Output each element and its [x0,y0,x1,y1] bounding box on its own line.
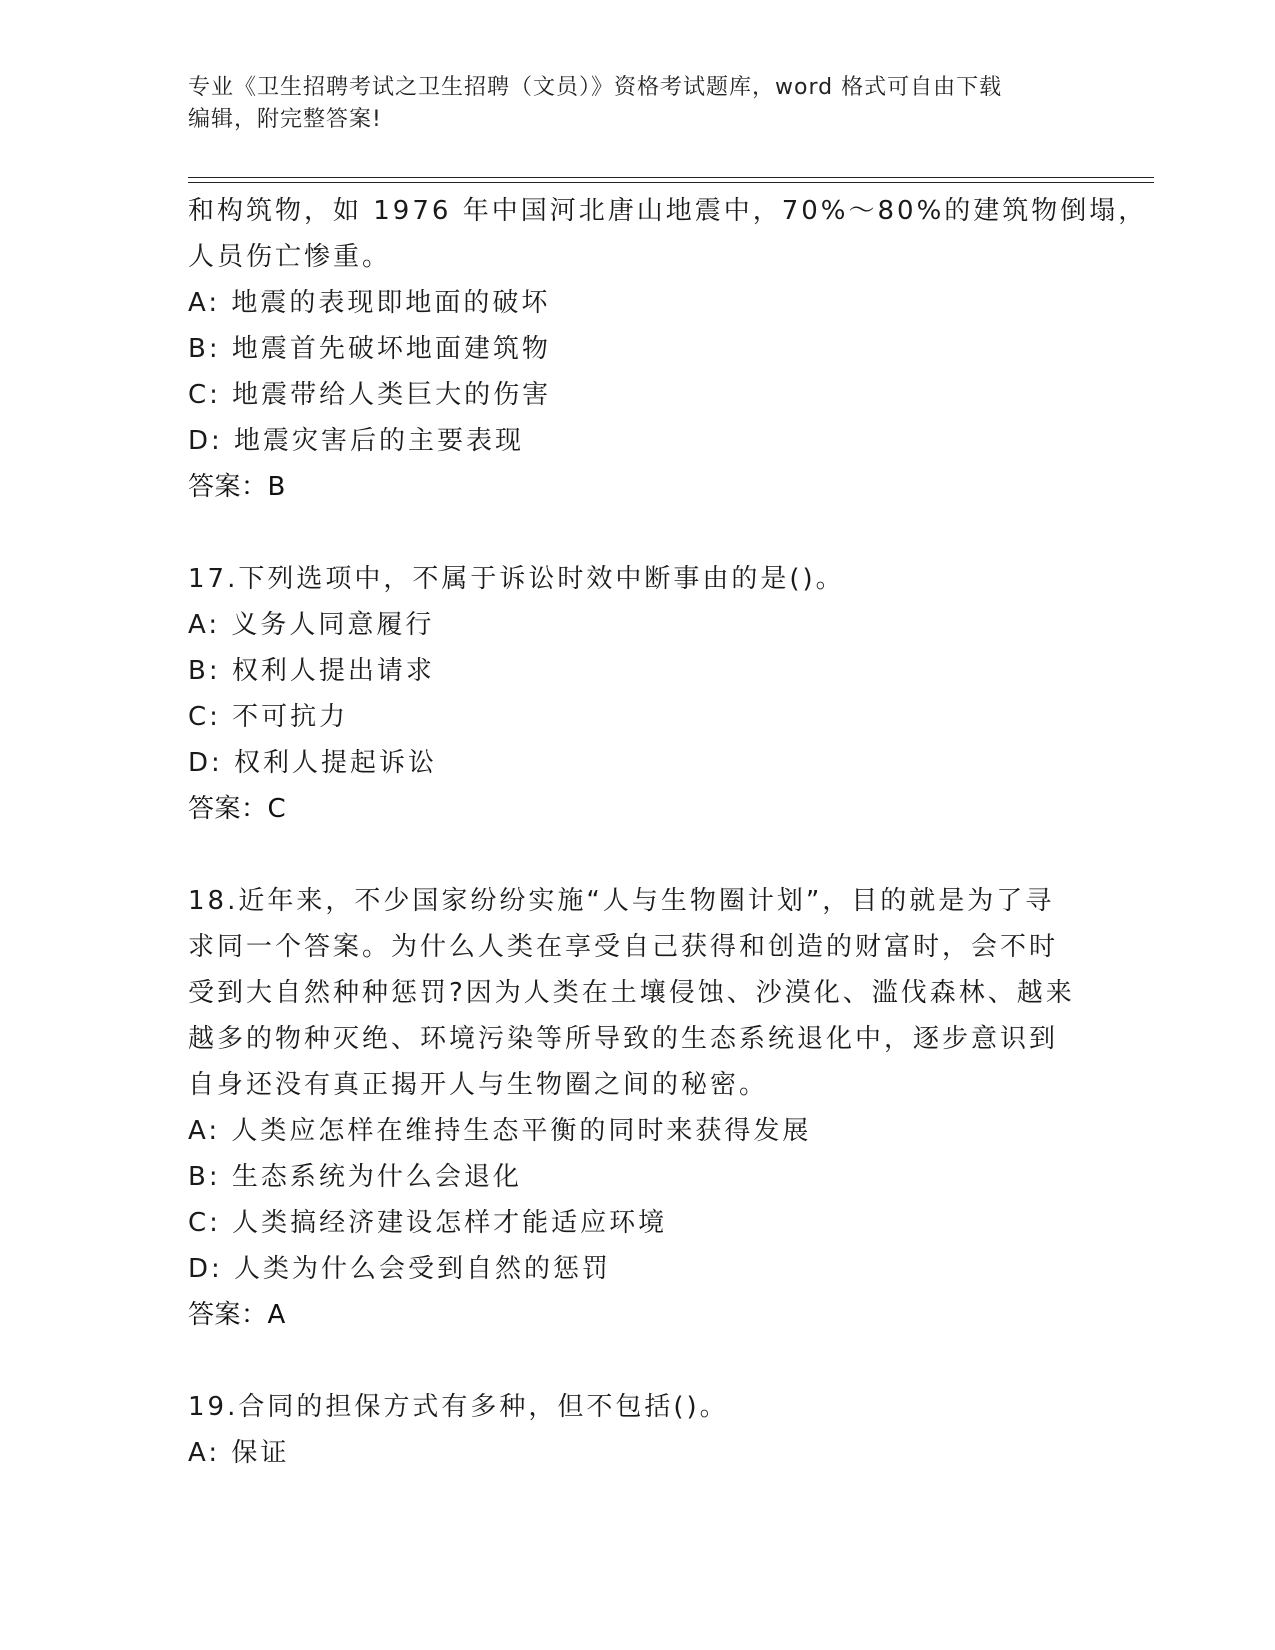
option-d: D: 人类为什么会受到自然的惩罚 [188,1254,612,1284]
question-stem: 19.合同的担保方式有多种，但不包括()。 [188,1392,729,1422]
header-rule-bottom [188,182,1154,183]
question-stem-line: 人员伤亡惨重。 [188,242,392,272]
spacer [188,1338,1088,1384]
option-c: C: 不可抗力 [188,702,349,732]
answer-label: 答案：B [188,472,286,502]
header-rule-top [188,177,1154,178]
option-a: A: 人类应怎样在维持生态平衡的同时来获得发展 [188,1116,812,1146]
question-stem-line: 求同一个答案。为什么人类在享受自己获得和创造的财富时，会不时 [188,932,1059,962]
option-b: B: 地震首先破坏地面建筑物 [188,334,551,364]
option-b: B: 权利人提出请求 [188,656,435,686]
option-a: A: 保证 [188,1438,290,1468]
option-a: A: 地震的表现即地面的破坏 [188,288,551,318]
question-list [188,188,1148,1476]
spacer [188,510,1088,556]
answer-label: 答案：C [188,794,287,824]
question-stem: 17.下列选项中，不属于诉讼时效中断事由的是()。 [188,564,845,594]
spacer [188,832,1088,878]
option-a: A: 义务人同意履行 [188,610,435,640]
question-stem-line: 18.近年来，不少国家纷纷实施“人与生物圈计划”，目的就是为了寻 [188,886,1055,916]
question-17 [188,556,1088,832]
option-b: B: 生态系统为什么会退化 [188,1162,522,1192]
option-d: D: 地震灾害后的主要表现 [188,426,525,456]
question-stem-line: 和构筑物，如 1976 年中国河北唐山地震中，70%～80%的建筑物倒塌， [188,196,1148,226]
question-16 [188,188,1148,510]
header-line-1: 专业《卫生招聘考试之卫生招聘（文员）》资格考试题库，word 格式可自由下载 [188,75,1003,100]
option-c: C: 地震带给人类巨大的伤害 [188,380,552,410]
question-18 [188,878,1088,1338]
question-stem-line: 受到大自然种种惩罚?因为人类在土壤侵蚀、沙漠化、滥伐森林、越来 [188,978,1075,1008]
question-stem-line: 自身还没有真正揭开人与生物圈之间的秘密。 [188,1070,769,1100]
answer-label: 答案：A [188,1300,286,1330]
option-c: C: 人类搞经济建设怎样才能适应环境 [188,1208,668,1238]
document-header [188,72,1068,136]
header-line-2: 编辑，附完整答案! [188,107,382,132]
question-19 [188,1384,1088,1476]
question-stem-line: 越多的物种灭绝、环境污染等所导致的生态系统退化中，逐步意识到 [188,1024,1059,1054]
option-d: D: 权利人提起诉讼 [188,748,438,778]
